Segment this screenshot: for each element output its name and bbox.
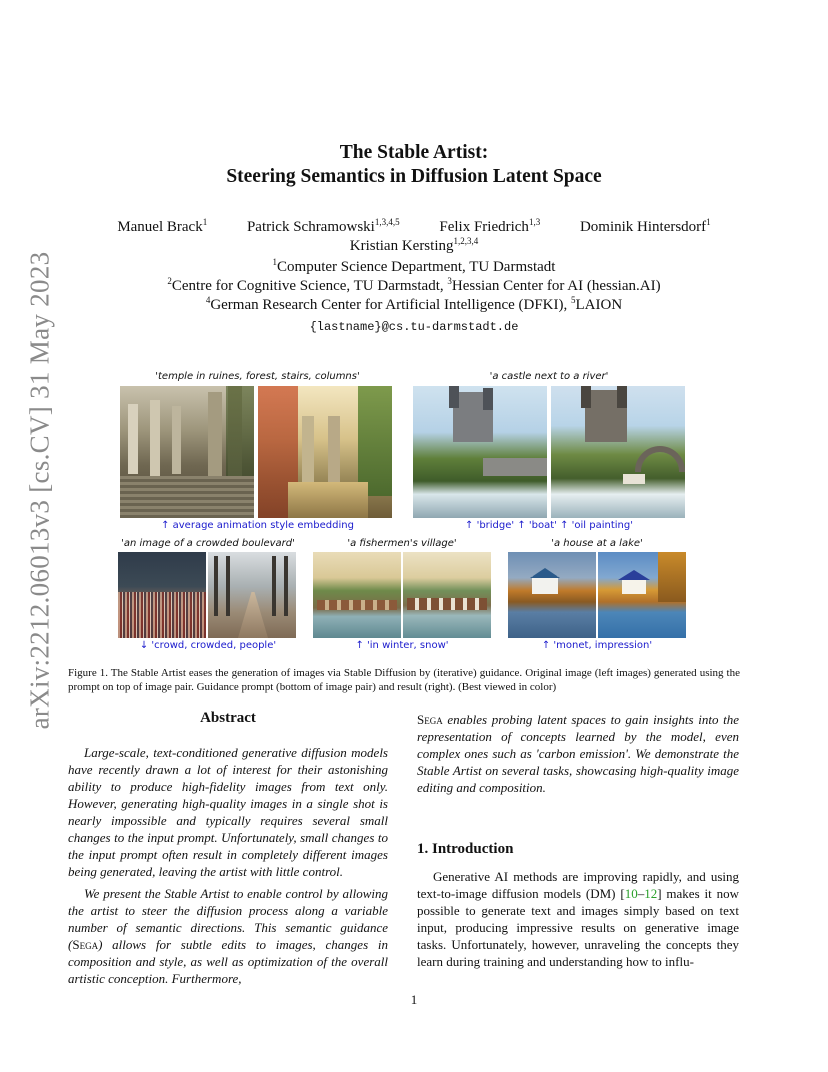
house-result-image xyxy=(598,552,686,638)
boulevard-original-image xyxy=(118,552,206,638)
author xyxy=(580,219,711,236)
affiliation-text: Centre for Cognitive Science, TU Darmstadt, xyxy=(171,278,448,294)
affiliation-text: German Research Center for Artificial Intelligence (DFKI), xyxy=(210,297,572,313)
affiliation-line xyxy=(0,258,828,277)
author-affil: 1 xyxy=(706,217,711,227)
boulevard-result-image xyxy=(208,552,296,638)
text-span: ] makes it now possible to generate text and images simply based on text input, producing impressive results on generative image tasks. Unfortunately, however, unraveling the concepts they learn during training and understanding how to influ- xyxy=(417,886,739,969)
author-name: Kristian Kersting xyxy=(349,238,454,254)
author-list-line2 xyxy=(0,238,828,255)
author-affil: 1,3,4,5 xyxy=(374,217,400,227)
author-name: Felix Friedrich xyxy=(439,219,529,235)
email: {lastname}@cs.tu-darmstadt.de xyxy=(309,320,519,334)
affil-mark: 2 xyxy=(167,276,172,286)
text-span: We present the Stable Artist to enable control by allowing the artist to steer the diffusion process along a variable number of semantic directions. This semantic guidance ( xyxy=(68,886,388,952)
abstract-paragraph xyxy=(417,711,739,796)
guidance-label: ↑ 'in winter, snow' xyxy=(355,640,449,651)
author-affil: 1 xyxy=(202,217,208,227)
author-name: Dominik Hintersdorf xyxy=(579,219,707,235)
affil-mark: 3 xyxy=(447,276,452,286)
castle-result-image xyxy=(551,386,685,518)
text-span: ) allows for subtle edits to images, changes in composition and style, as well as optimization of the overall artistic conception. Furthermore, xyxy=(68,937,388,986)
figure-prompt: 'a house at a lake' xyxy=(551,538,643,549)
introduction-paragraph xyxy=(417,868,739,970)
affiliation-text: Computer Science Department, TU Darmstadt xyxy=(277,259,556,275)
author-name: Patrick Schramowski xyxy=(246,219,375,235)
figure-prompt: 'a fishermen's village' xyxy=(347,538,457,549)
abstract-continuation xyxy=(417,711,739,796)
village-result-image xyxy=(403,552,491,638)
temple-result-image xyxy=(258,386,392,518)
text-span: – xyxy=(637,886,645,901)
text-span: Generative AI methods are improving rapidly, and using text-to-image diffusion models (DM) [ xyxy=(417,869,739,901)
author xyxy=(247,219,400,236)
house-original-image xyxy=(508,552,596,638)
guidance-label: ↑ average animation style embedding xyxy=(161,520,354,531)
paper-title-line1: The Stable Artist: xyxy=(339,142,489,163)
affiliation-line xyxy=(0,296,828,315)
affil-mark: 4 xyxy=(205,295,211,305)
guidance-label: ↓ 'crowd, crowded, people' xyxy=(139,640,277,651)
abstract-paragraph xyxy=(68,885,388,987)
citation-link[interactable]: 12 xyxy=(644,886,658,901)
village-original-image xyxy=(313,552,401,638)
paper-title-line2: Steering Semantics in Diffusion Latent Space xyxy=(226,166,602,187)
author-name: Manuel Brack xyxy=(117,219,203,235)
abstract-heading: Abstract xyxy=(200,710,256,726)
abstract-body xyxy=(68,744,388,987)
figure-caption: Figure 1. The Stable Artist eases the generation of images via Stable Diffusion by (iterative) guidance. Original image (left images) generated using the prompt on top of image pair. Guidance prompt (bottom of image pair) and result (right). (Best viewed in color) xyxy=(68,667,740,693)
castle-original-image xyxy=(413,386,547,518)
temple-original-image xyxy=(120,386,254,518)
figure-prompt: 'a castle next to a river' xyxy=(489,371,609,382)
affil-mark: 5 xyxy=(571,295,576,305)
guidance-label: ↑ 'monet, impression' xyxy=(541,640,653,651)
figure-prompt: 'an image of a crowded boulevard' xyxy=(121,538,295,549)
author-affil: 1,2,3,4 xyxy=(453,236,479,246)
author xyxy=(439,219,540,236)
author xyxy=(350,238,478,254)
introduction-body xyxy=(417,868,739,970)
affiliation-text: Hessian Center for AI (hessian.AI) xyxy=(451,278,661,294)
citation-link[interactable]: 10 xyxy=(624,886,638,901)
page-number: 1 xyxy=(410,992,418,1007)
affiliation-text: LAION xyxy=(575,297,623,313)
author-affil: 1,3 xyxy=(528,217,541,227)
author xyxy=(117,219,207,236)
author-list xyxy=(0,219,828,236)
affiliation-line xyxy=(0,277,828,296)
figure-prompt: 'temple in ruines, forest, stairs, columns' xyxy=(155,371,360,382)
introduction-heading: 1. Introduction xyxy=(417,841,514,857)
sega-term: Sega xyxy=(417,712,443,727)
abstract-paragraph: Large-scale, text-conditioned generative diffusion models have recently drawn a lot of interest for their astonishing ability to produce high-fidelity images from text only. However, generating high-quality images in a single shot is nearly impossible and typically requires several small changes to the input prompt. Unfortunately, small changes to the input prompt often result in completely different images being generated, leaving the artist with little control. xyxy=(68,745,388,879)
text-span: enables probing latent spaces to gain insights into the representation of concepts learned by the model, even complex ones such as 'carbon emission'. We demonstrate the Stable Artist on several tasks, showcasing high-quality image editing and composition. xyxy=(417,712,739,795)
arxiv-stamp-text: arXiv:2212.06013v3 [cs.CV] 31 May 2023 xyxy=(24,251,55,729)
sega-term: Sega xyxy=(72,937,99,952)
guidance-label: ↑ 'bridge' ↑ 'boat' ↑ 'oil painting' xyxy=(465,520,633,531)
affil-mark: 1 xyxy=(272,257,278,267)
